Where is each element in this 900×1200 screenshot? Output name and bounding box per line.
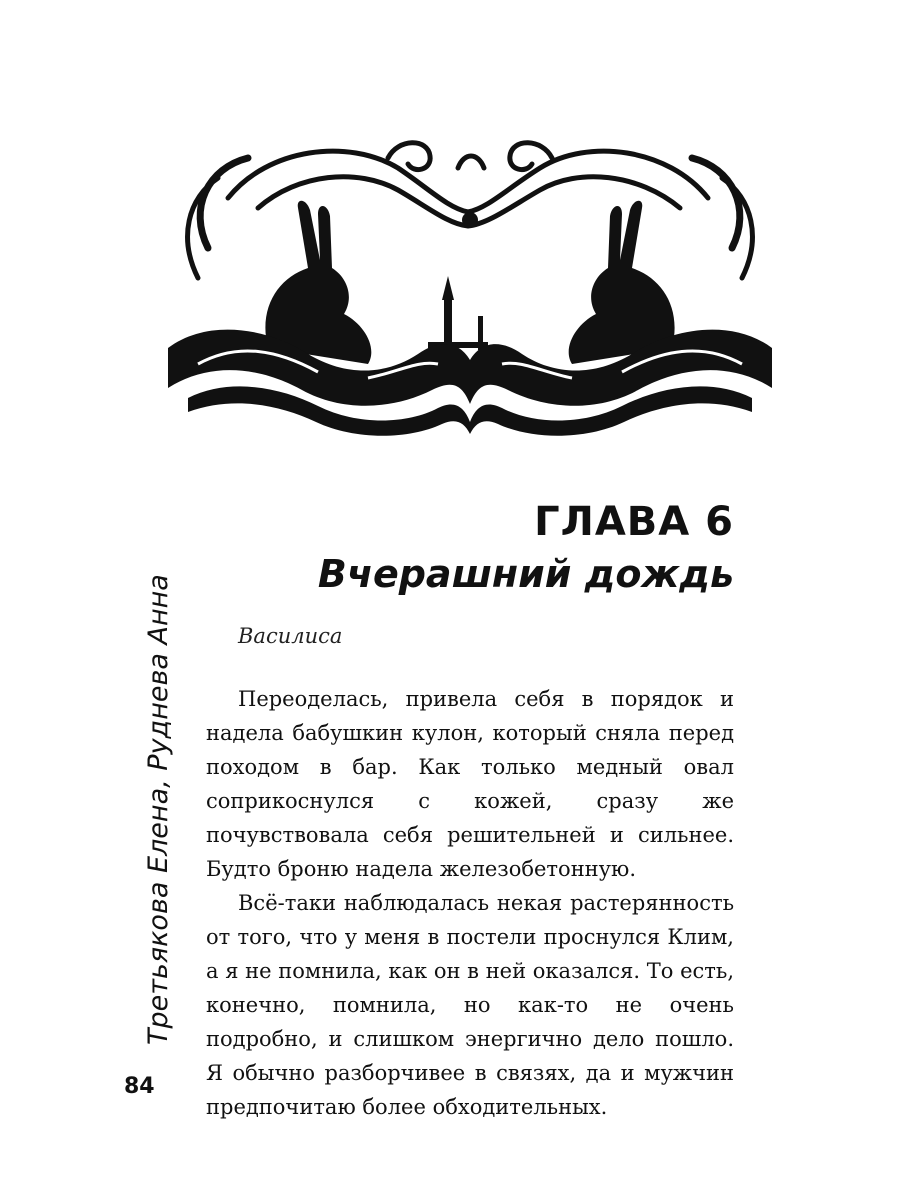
running-header-authors	[118, 574, 174, 1060]
narrator-name: Василиса	[238, 624, 343, 648]
authors-text: Третьякова Елена, Руднева Анна	[143, 574, 174, 1045]
page-number: 84	[124, 1074, 155, 1099]
chapter-heading	[318, 496, 734, 600]
paragraph: Переоделась, привела себя в порядок и надела бабушкин кулон, который сняла перед походом в бар. Как только медный овал соприкоснулся с кожей, сразу же почувствовала себя решительней и сильнее. Будто броню надела железобетонную.	[206, 687, 734, 881]
body-text	[206, 682, 734, 1124]
chapter-title: Вчерашний дождь	[317, 552, 734, 596]
ornament-illustration	[168, 128, 772, 440]
chapter-number: ГЛАВА 6	[534, 499, 734, 545]
paragraph: Всё-таки наблюдалась некая растерянность от того, что у меня в постели проснулся Клим, а я не помнила, как он в ней оказался. То есть, конечно, помнила, но как-то не очень подробно, и слишком энергично дело пошло. Я обычно разборчивее в связях, да и мужчин предпочитаю более обходительных.	[206, 891, 734, 1119]
